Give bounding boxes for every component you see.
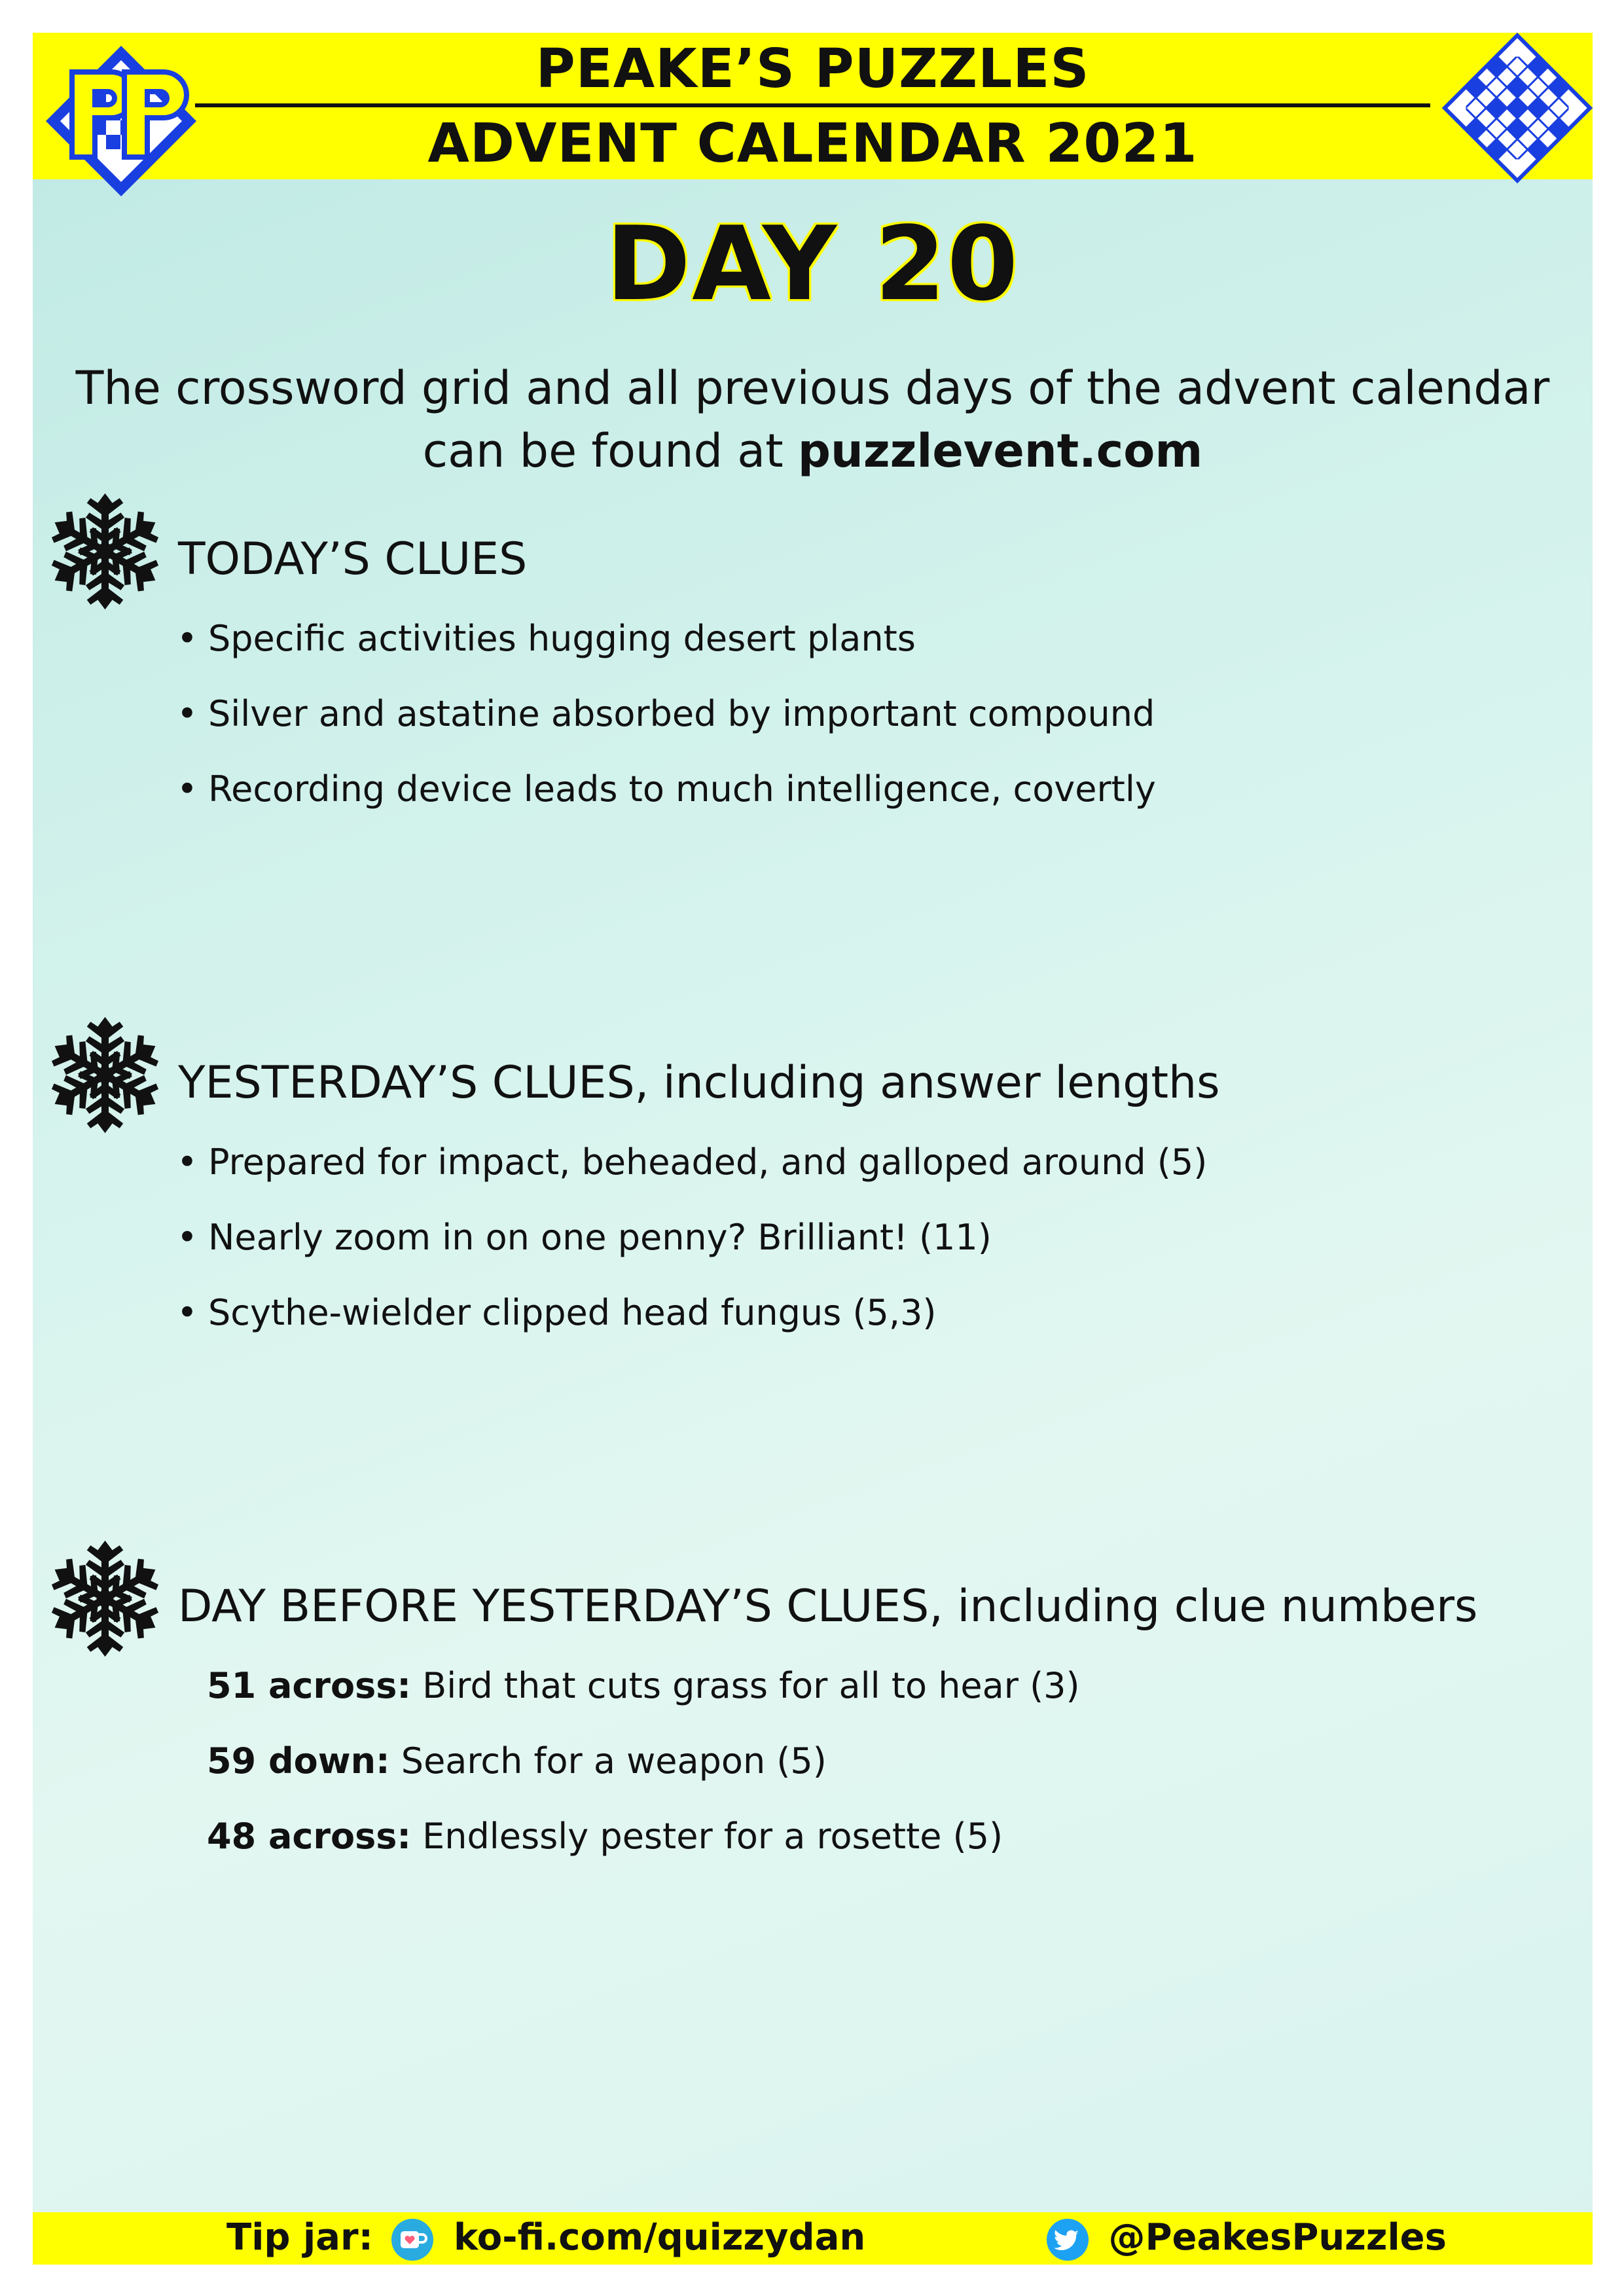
list-item: 59 down: Search for a weapon (5) [207,1740,827,1782]
snowflake-icon [45,491,166,612]
intro-line2 [33,420,1593,482]
page [33,33,1593,2265]
twitter-bird-icon [1046,2218,1089,2261]
crossword-grid-icon [1442,33,1593,183]
list-item: • Nearly zoom in on one penny? Brilliant! (11) [177,1217,992,1258]
day-title: DAY 20 [605,204,1020,323]
header [33,33,1593,179]
header-title-line2: ADVENT CALENDAR 2021 [427,113,1198,175]
list-item: • Silver and astatine absorbed by important compound [177,693,1155,734]
kofi-link[interactable]: ko-fi.com/quizzydan [453,2216,866,2259]
tip-jar [226,2216,865,2261]
puzzlevent-link[interactable]: puzzlevent.com [797,424,1203,478]
twitter-handle [1041,2216,1447,2261]
yesterday-clue-list [177,1124,1207,1350]
section-yesterday-heading: YESTERDAY’S CLUES, including answer lengths [178,1057,1220,1109]
tip-jar-label: Tip jar: [226,2216,373,2259]
footer [33,2212,1593,2265]
snowflake-icon [45,1538,166,1659]
intro-line1: The crossword grid and all previous days of the advent calendar [75,361,1550,415]
list-item: • Scythe-wielder clipped head fungus (5,3) [177,1292,937,1333]
intro-text [33,357,1593,482]
day-before-clue-list [207,1648,1080,1874]
list-item: • Specific activities hugging desert plants [177,618,916,659]
snowflake-icon [45,1014,166,1136]
kofi-cup-icon [391,2218,434,2261]
header-divider [195,103,1430,107]
header-title-line1: PEAKE’S PUZZLES [535,38,1090,100]
section-day-before-heading: DAY BEFORE YESTERDAY’S CLUES, including clue numbers [178,1581,1478,1632]
today-clue-list [177,601,1156,827]
section-today-heading: TODAY’S CLUES [178,533,528,585]
list-item: 48 across: Endlessly pester for a rosette (5) [207,1816,1003,1857]
intro-prefix: can be found at [422,424,798,478]
list-item: • Prepared for impact, beheaded, and galloped around (5) [177,1141,1208,1183]
twitter-link[interactable]: @PeakesPuzzles [1108,2216,1447,2259]
list-item: • Recording device leads to much intelligence, covertly [177,768,1156,810]
list-item: 51 across: Bird that cuts grass for all to hear (3) [207,1665,1080,1706]
